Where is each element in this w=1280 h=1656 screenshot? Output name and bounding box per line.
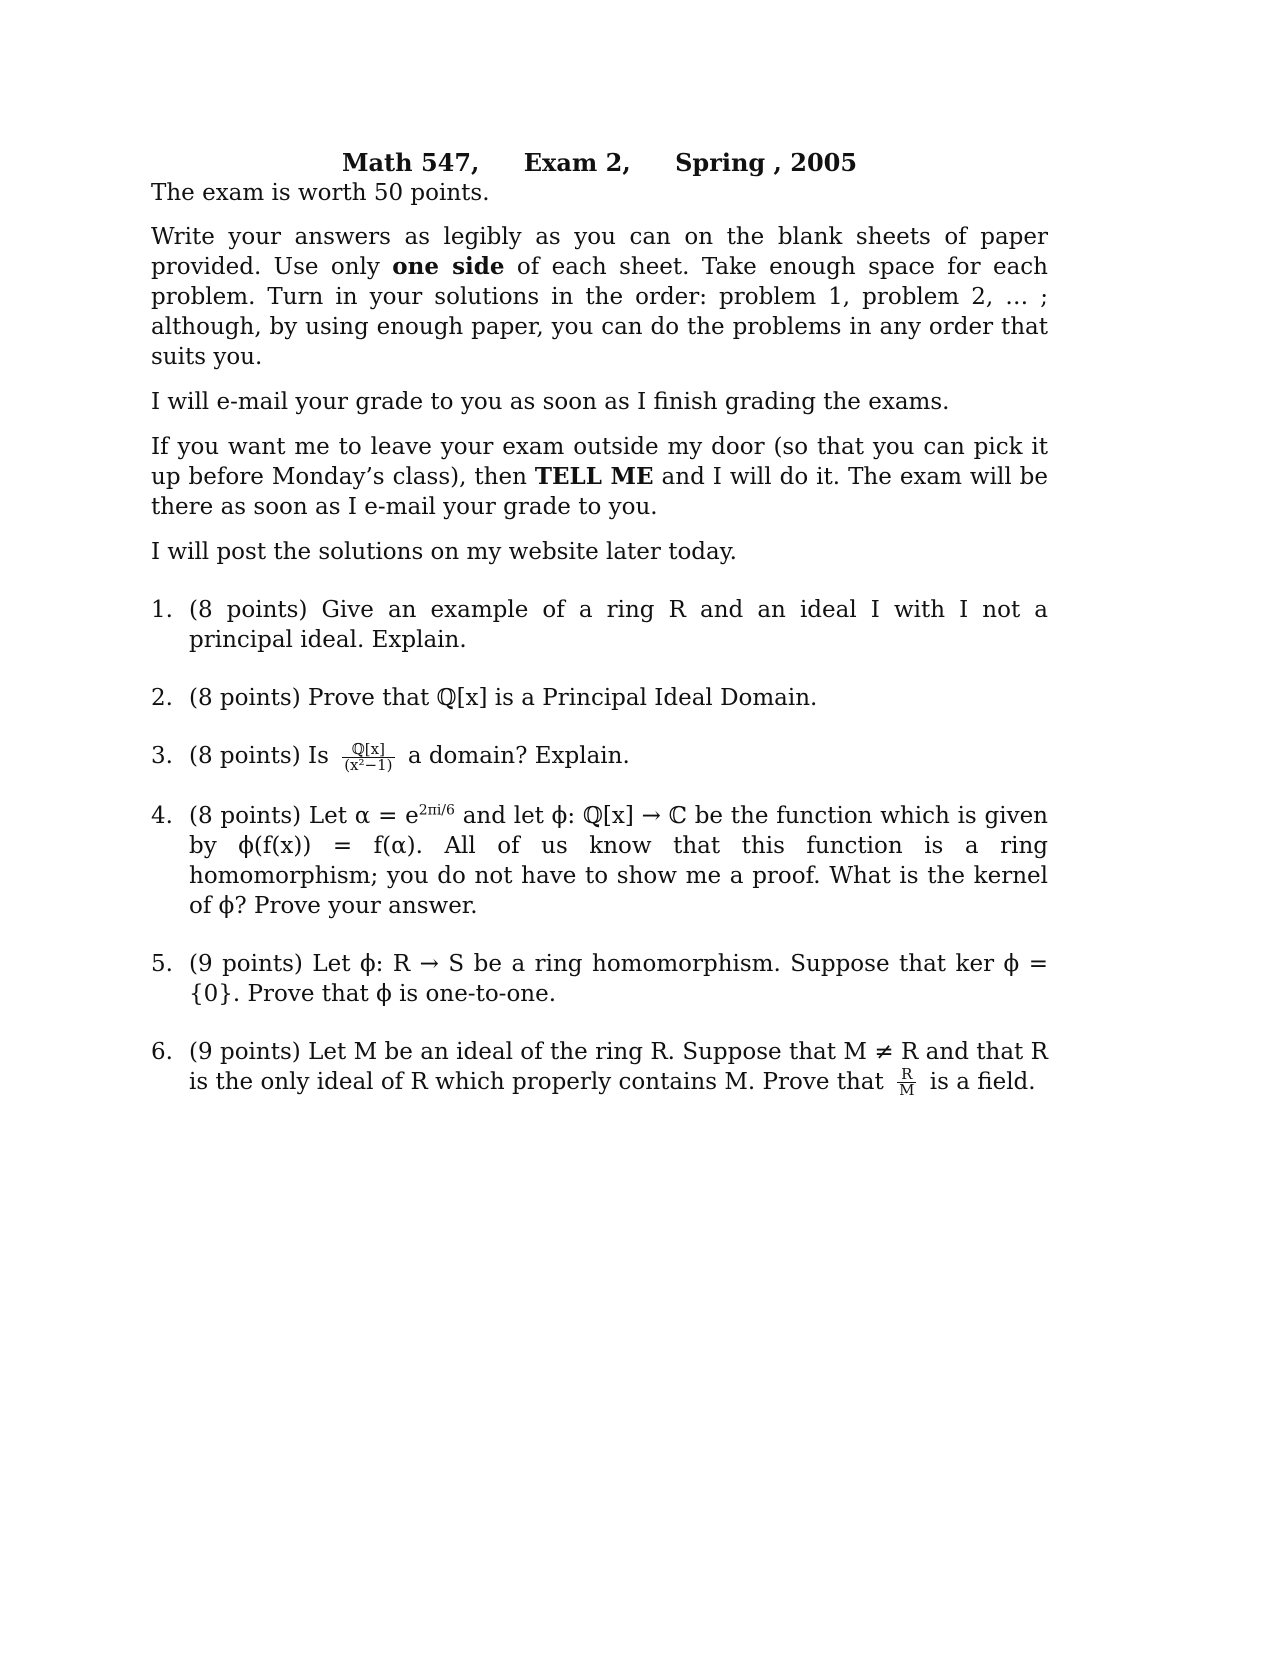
points-worth: The exam is worth 50 points. (151, 180, 490, 206)
fraction-numerator: ℚ[x] (342, 742, 394, 758)
problem-number: 2. (151, 685, 173, 711)
problem-text-post: and let ϕ: ℚ[x] → ℂ be the function which is given by ϕ(f(x)) = f(α). All of us know that this function is a ring homomorphism; you do not have to show me a proof. What is the kernel of ϕ? Prove your answer. (189, 802, 1048, 919)
problem-item (151, 683, 1048, 713)
exam-title (151, 148, 1048, 178)
problem-item (151, 949, 1048, 1009)
problem-item (151, 801, 1048, 921)
problem-text-pre: (8 points) Let α = e (189, 802, 419, 829)
fraction-numerator: R (897, 1067, 916, 1083)
problem-list (151, 595, 1048, 1098)
problem-text-post: is a field. (929, 1068, 1036, 1095)
problem-text-pre: (8 points) Is (189, 743, 329, 769)
fraction-denominator: M (899, 1081, 915, 1099)
fraction-denominator: (x²−1) (344, 755, 393, 774)
problem-item (151, 1037, 1048, 1099)
problem-number: 6. (151, 1038, 173, 1065)
problem-item (151, 595, 1048, 655)
title-term: Spring , 2005 (675, 148, 858, 177)
problem-text: (8 points) Prove that ℚ[x] is a Principal Ideal Domain. (189, 685, 818, 711)
problem-number: 3. (151, 743, 173, 769)
instructions-text-b: of each sheet. Take enough space for each problem. Turn in your solutions in the order: problem 1, problem 2, … ; although, by using enough paper, you can do the problems in any order that suits you. (151, 254, 1048, 370)
exponent: 2πi/6 (418, 801, 455, 818)
problem-text-pre: (9 points) Let M be an ideal of the ring R. Suppose that M ≠ R and that R is the only ideal of R which properly contains M. Prove that (189, 1038, 1048, 1095)
problem-text: (8 points) Give an example of a ring R and an ideal I with I not a principal ideal. Explain. (189, 597, 1048, 653)
grade-email-paragraph: I will e-mail your grade to you as soon as I finish grading the exams. (151, 389, 950, 415)
problem-text-post: a domain? Explain. (407, 743, 630, 769)
instructions-bold: one side (392, 253, 505, 280)
problem-item (151, 741, 1048, 773)
pickup-bold: TELL ME (534, 463, 654, 490)
solutions-paragraph: I will post the solutions on my website later today. (151, 539, 737, 565)
instructions-text-a: Write your answers as legibly as you can on the blank sheets of paper provided. Use only (151, 224, 1048, 280)
problem-number: 5. (151, 950, 173, 977)
pickup-text-a: If you want me to leave your exam outside my door (so that you can pick it up before Monday’s class), then (151, 434, 1048, 490)
instructions-paragraph (151, 222, 1048, 372)
problem-text: (9 points) Let ϕ: R → S be a ring homomorphism. Suppose that ker ϕ = {0}. Prove that ϕ is one-to-one. (189, 950, 1048, 1007)
quotient-fraction (342, 739, 394, 774)
title-course: Math 547, (341, 148, 480, 177)
exam-content (151, 148, 1048, 1098)
exam-pickup-paragraph (151, 432, 1048, 522)
pickup-text-b: and I will do it. The exam will be there as soon as I e-mail your grade to you. (151, 464, 1048, 520)
problem-number: 1. (151, 597, 173, 623)
quotient-fraction (897, 1067, 916, 1098)
title-exam: Exam 2, (523, 148, 631, 177)
problem-number: 4. (151, 802, 173, 829)
